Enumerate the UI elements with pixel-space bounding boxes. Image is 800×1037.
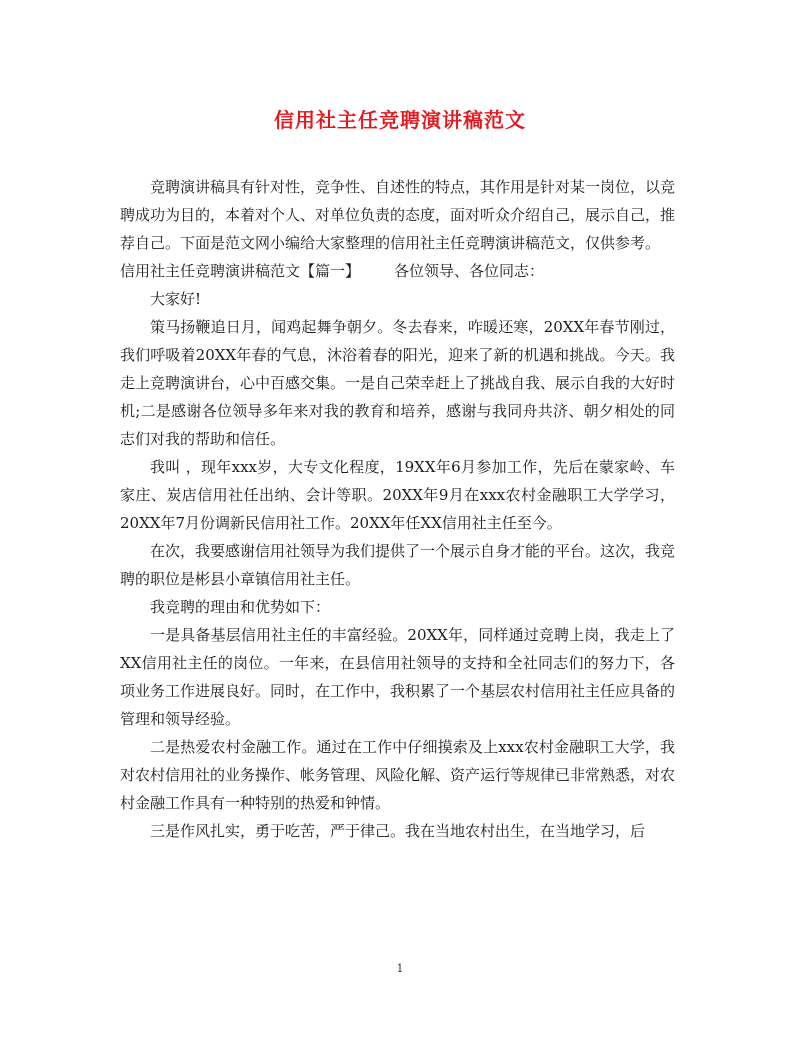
- document-body: [120, 173, 675, 845]
- body-paragraph: 我竞聘的理由和优势如下：: [150, 598, 331, 616]
- body-paragraph: 我叫 ，现年xxx岁，大专文化程度，19XX年6月参加工作，先后在蒙家岭、车家庄、炭店信用社任出纳、会计等职。20XX年9月在xxx农村金融职工大学学习，20XX年7月份调新民信用社工作。20XX年任XX信用社主任至今。: [120, 458, 675, 532]
- body-paragraph: 一是具备基层信用社主任的丰富经验。20XX年，同样通过竞聘上岗，我走上了XX信用社主任的岗位。一年来，在县信用社领导的支持和全社同志们的努力下，各项业务工作进展良好。同时，在工作中，我积累了一个基层农村信用社主任应具备的管理和领导经验。: [120, 626, 676, 728]
- intro-paragraph: 竞聘演讲稿具有针对性，竞争性、自述性的特点，其作用是针对某一岗位，以竞聘成功为目的，本着对个人、对单位负责的态度，面对听众介绍自己，展示自己，推荐自己。下面是范文网小编给大家整理的信用社主任竞聘演讲稿范文，仅供参考。: [120, 178, 676, 252]
- section-heading-line: [120, 257, 675, 285]
- body-paragraph: 策马扬鞭追日月，闻鸡起舞争朝夕。冬去春来，咋暖还寒，20XX年春节刚过，我们呼吸着20XX年春的气息，沐浴着春的阳光，迎来了新的机遇和挑战。今天。我走上竞聘演讲台，心中百感交集。一是自己荣幸赶上了挑战自我、展示自我的大好时机;二是感谢各位领导多年来对我的教育和培养，感谢与我同舟共济、朝夕相处的同志们对我的帮助和信任。: [120, 318, 676, 448]
- document-title: 信用社主任竞聘演讲稿范文: [274, 108, 526, 132]
- body-paragraph: 二是热爱农村金融工作。通过在工作中仔细摸索及上xxx农村金融职工大学，我对农村信用社的业务操作、帐务管理、风险化解、资产运行等规律已非常熟悉，对农村金融工作具有一种特别的热爱和钟情。: [120, 738, 676, 812]
- body-paragraph: 大家好!: [150, 290, 202, 308]
- body-paragraph: 三是作风扎实，勇于吃苦，严于律己。我在当地农村出生，在当地学习，后: [150, 822, 646, 840]
- salutation: 各位领导、各位同志：: [394, 262, 545, 280]
- page-number: 1: [396, 962, 404, 975]
- body-paragraph: 在次，我要感谢信用社领导为我们提供了一个展示自身才能的平台。这次，我竞聘的职位是彬县小章镇信用社主任。: [120, 542, 676, 588]
- section-heading: 信用社主任竞聘演讲稿范文【篇一】: [120, 262, 361, 280]
